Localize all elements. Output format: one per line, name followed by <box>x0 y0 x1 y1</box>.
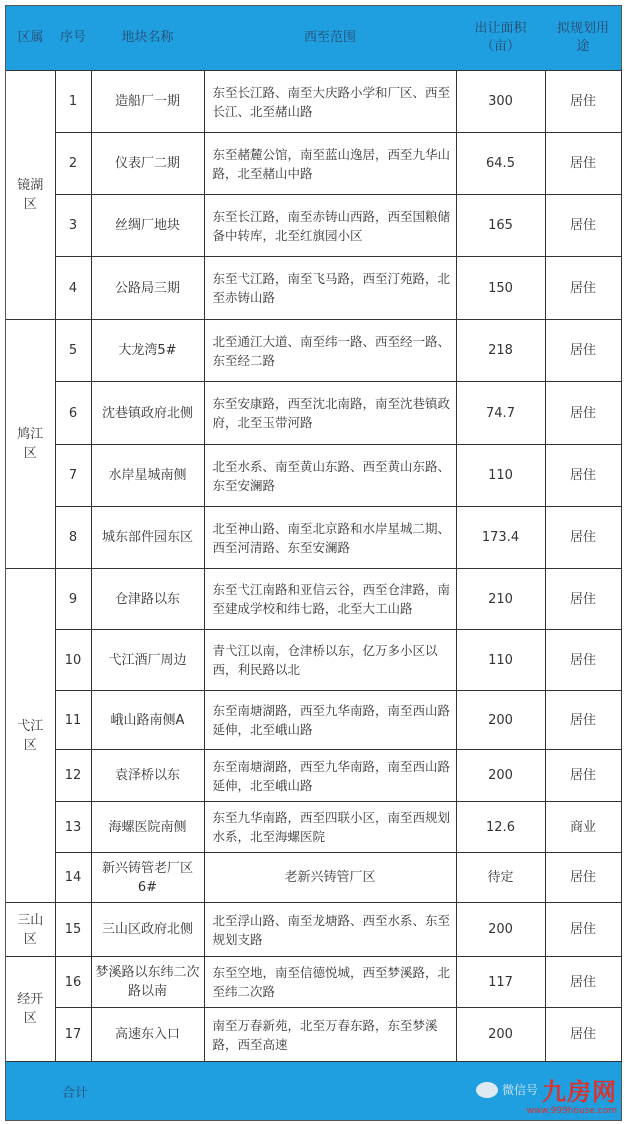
land-table <box>5 5 622 1121</box>
table-row <box>6 903 621 957</box>
plot-scope: 北至通江大道、南至纬一路、西至经一路、东至经二路 <box>204 320 456 382</box>
total-label: 合计 <box>62 1086 89 1101</box>
plot-area: 200 <box>456 691 545 750</box>
row-number: 1 <box>55 71 91 133</box>
planned-use: 居住 <box>545 569 621 630</box>
header-area: 出让面积（亩） <box>456 6 545 71</box>
row-number: 4 <box>55 257 91 320</box>
plot-scope: 东至弋江南路和亚信云谷，西至仓津路，南至建成学校和纬七路，北至大工山路 <box>204 569 456 630</box>
plot-scope: 北至水系、南至黄山东路、西至黄山东路、东至安澜路 <box>204 445 456 507</box>
plot-area: 117 <box>456 957 545 1008</box>
table-row <box>6 569 621 630</box>
planned-use: 居住 <box>545 507 621 569</box>
planned-use: 居住 <box>545 71 621 133</box>
row-number: 16 <box>55 957 91 1008</box>
plot-name: 峨山路南侧A <box>91 691 204 750</box>
plot-scope: 东至九华南路，西至四联小区，南至西规划水系，北至海螺医院 <box>204 802 456 853</box>
district-cell: 镜湖区 <box>6 71 55 320</box>
planned-use: 居住 <box>545 1008 621 1062</box>
plot-name: 大龙湾5# <box>91 320 204 382</box>
plot-scope: 东至长江路、南至大庆路小学和厂区、西至长江、北至赭山路 <box>204 71 456 133</box>
table-header <box>6 6 621 71</box>
planned-use: 居住 <box>545 630 621 691</box>
planned-use: 居住 <box>545 957 621 1008</box>
table-row <box>6 853 621 903</box>
table-row <box>6 630 621 691</box>
plot-area: 218 <box>456 320 545 382</box>
plot-area: 173.4 <box>456 507 545 569</box>
plot-area: 200 <box>456 1008 545 1062</box>
header-name: 地块名称 <box>91 6 204 71</box>
plot-name: 城东部件园东区 <box>91 507 204 569</box>
plot-area: 150 <box>456 257 545 320</box>
plot-name: 仓津路以东 <box>91 569 204 630</box>
row-number: 8 <box>55 507 91 569</box>
planned-use: 居住 <box>545 382 621 445</box>
plot-area: 待定 <box>456 853 545 903</box>
row-number: 9 <box>55 569 91 630</box>
planned-use: 居住 <box>545 320 621 382</box>
plot-scope: 青弋江以南，仓津桥以东，亿万多小区以西，利民路以北 <box>204 630 456 691</box>
table-row <box>6 507 621 569</box>
district-cell: 三山区 <box>6 903 55 957</box>
plot-name: 三山区政府北侧 <box>91 903 204 957</box>
plot-scope: 北至神山路、南至北京路和水岸星城二期、西至河清路、东至安澜路 <box>204 507 456 569</box>
plot-scope: 东至赭麓公馆，南至蓝山逸居，西至九华山路，北至赭山中路 <box>204 133 456 195</box>
site-logo: 九房网 <box>542 1078 617 1106</box>
row-number: 17 <box>55 1008 91 1062</box>
site-url: www.999house.com <box>526 1106 617 1116</box>
table-row <box>6 320 621 382</box>
plot-name: 弋江酒厂周边 <box>91 630 204 691</box>
plot-name: 丝绸厂地块 <box>91 195 204 257</box>
wechat-icon <box>476 1082 498 1098</box>
row-number: 6 <box>55 382 91 445</box>
plot-scope: 北至浮山路、南至龙塘路、西至水系、东至规划支路 <box>204 903 456 957</box>
planned-use: 居住 <box>545 257 621 320</box>
table-row <box>6 382 621 445</box>
table-row <box>6 133 621 195</box>
district-cell: 经开区 <box>6 957 55 1062</box>
planned-use: 居住 <box>545 195 621 257</box>
table-row <box>6 257 621 320</box>
plot-name: 仪表厂二期 <box>91 133 204 195</box>
plot-area: 110 <box>456 630 545 691</box>
plot-name: 造船厂一期 <box>91 71 204 133</box>
plot-scope: 老新兴铸管厂区 <box>204 853 456 903</box>
row-number: 10 <box>55 630 91 691</box>
plot-name: 梦溪路以东纬二次路以南 <box>91 957 204 1008</box>
plot-name: 新兴铸管老厂区6# <box>91 853 204 903</box>
plot-scope: 东至长江路，南至赤铸山西路，西至国粮储备中转库，北至红旗园小区 <box>204 195 456 257</box>
table-row <box>6 750 621 802</box>
plot-area: 12.6 <box>456 802 545 853</box>
table-row <box>6 195 621 257</box>
plot-area: 200 <box>456 750 545 802</box>
table-row <box>6 445 621 507</box>
planned-use: 居住 <box>545 445 621 507</box>
plot-name: 沈巷镇政府北侧 <box>91 382 204 445</box>
planned-use: 居住 <box>545 133 621 195</box>
planned-use: 居住 <box>545 853 621 903</box>
header-no: 序号 <box>55 6 91 71</box>
plot-area: 74.7 <box>456 382 545 445</box>
plot-scope: 东至弋江路，南至飞马路，西至汀苑路，北至赤铸山路 <box>204 257 456 320</box>
plot-name: 公路局三期 <box>91 257 204 320</box>
plot-scope: 东至空地，南至信德悦城，西至梦溪路，北至纬二次路 <box>204 957 456 1008</box>
district-cell: 鸠江区 <box>6 320 55 569</box>
table-row <box>6 691 621 750</box>
plot-name: 袁泽桥以东 <box>91 750 204 802</box>
plot-area: 165 <box>456 195 545 257</box>
header-scope: 西至范围 <box>204 6 456 71</box>
district-cell: 弋江区 <box>6 569 55 903</box>
row-number: 15 <box>55 903 91 957</box>
planned-use: 居住 <box>545 691 621 750</box>
row-number: 13 <box>55 802 91 853</box>
plot-area: 64.5 <box>456 133 545 195</box>
watermark <box>476 1072 617 1116</box>
table-footer <box>6 1062 621 1120</box>
row-number: 3 <box>55 195 91 257</box>
plot-name: 高速东入口 <box>91 1008 204 1062</box>
table-row <box>6 802 621 853</box>
plot-scope: 南至万春新苑，北至万春东路，东至梦溪路，西至高速 <box>204 1008 456 1062</box>
row-number: 11 <box>55 691 91 750</box>
plot-area: 210 <box>456 569 545 630</box>
row-number: 7 <box>55 445 91 507</box>
plot-name: 海螺医院南侧 <box>91 802 204 853</box>
table-row <box>6 71 621 133</box>
planned-use: 居住 <box>545 750 621 802</box>
table-row <box>6 957 621 1008</box>
plot-area: 300 <box>456 71 545 133</box>
plot-scope: 东至南塘湖路，西至九华南路，南至西山路延伸，北至峨山路 <box>204 691 456 750</box>
row-number: 12 <box>55 750 91 802</box>
table-row <box>6 1008 621 1062</box>
plot-name: 水岸星城南侧 <box>91 445 204 507</box>
plot-area: 200 <box>456 903 545 957</box>
planned-use: 居住 <box>545 903 621 957</box>
header-district: 区属 <box>6 6 55 71</box>
header-use: 拟规划用途 <box>545 6 621 71</box>
planned-use: 商业 <box>545 802 621 853</box>
plot-scope: 东至安康路，西至沈北南路，南至沈巷镇政府，北至玉带河路 <box>204 382 456 445</box>
row-number: 5 <box>55 320 91 382</box>
plot-area: 110 <box>456 445 545 507</box>
plot-scope: 东至南塘湖路，西至九华南路，南至西山路延伸，北至峨山路 <box>204 750 456 802</box>
watermark-text: 微信号 <box>501 1083 538 1097</box>
row-number: 14 <box>55 853 91 903</box>
row-number: 2 <box>55 133 91 195</box>
